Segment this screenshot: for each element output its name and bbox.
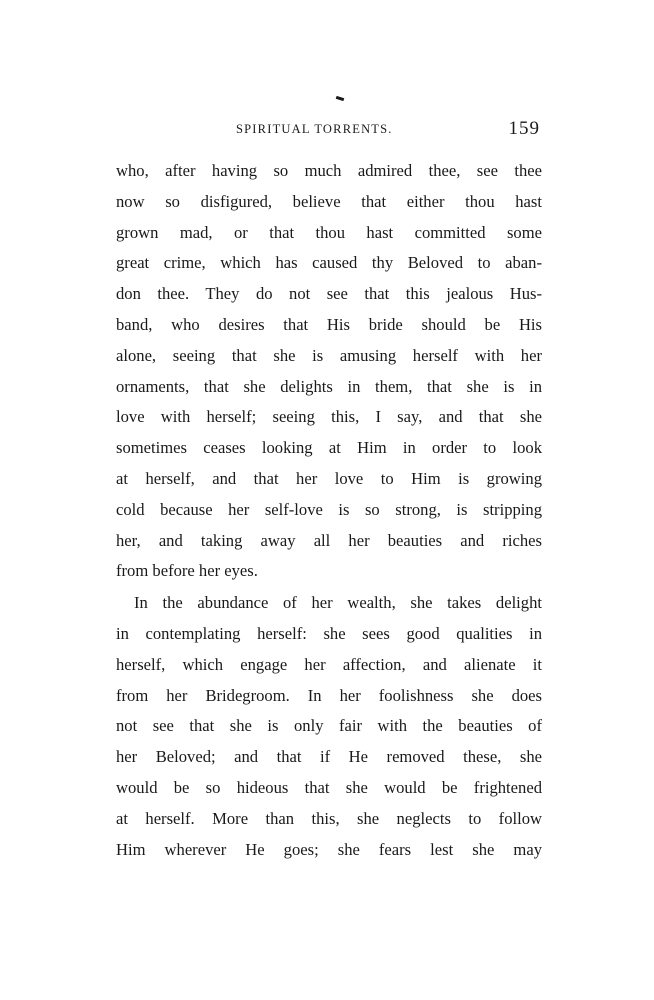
text-line: her Beloved; and that if He removed these, she xyxy=(116,747,542,767)
text-line: her, and taking away all her beauties and riches xyxy=(116,530,542,550)
paragraph-2 xyxy=(116,588,542,865)
running-title: SPIRITUAL TORRENTS. xyxy=(236,122,393,136)
text-line: who, after having so much admired thee, see thee xyxy=(116,161,542,180)
text-line: sometimes ceases looking at Him in order to look xyxy=(116,438,542,458)
text-line: alone, seeing that she is amusing herself with her xyxy=(116,345,542,365)
text-line: in contemplating herself: she sees good qualities in xyxy=(116,623,542,643)
text-line: from her Bridegroom. In her foolishness she does xyxy=(116,685,542,705)
text-line: from before her eyes. xyxy=(116,561,258,581)
text-line: don thee. They do not see that this jealous Hus- xyxy=(116,284,542,304)
text-line: grown mad, or that thou hast committed some xyxy=(116,222,542,242)
text-line: at herself. More than this, she neglects to follow xyxy=(116,808,542,828)
text-line: ornaments, that she delights in them, that she is in xyxy=(116,376,542,396)
text-line: at herself, and that her love to Him is growing xyxy=(116,468,542,488)
text-line: not see that she is only fair with the beauties of xyxy=(116,716,542,736)
text-line: would be so hideous that she would be frightened xyxy=(116,777,542,797)
text-line: love with herself; seeing this, I say, and that she xyxy=(116,407,542,427)
text-line: now so disfigured, believe that either thou hast xyxy=(116,191,542,211)
text-line: Him wherever He goes; she fears lest she may xyxy=(116,839,542,859)
text-line: band, who desires that His bride should be His xyxy=(116,314,542,334)
text-line: In the abundance of her wealth, she takes delight xyxy=(134,593,542,613)
body-text xyxy=(116,156,542,865)
text-line: great crime, which has caused thy Beloved to aban- xyxy=(116,253,542,273)
page-number: 159 xyxy=(508,118,540,139)
print-mark xyxy=(336,96,345,101)
paragraph-1 xyxy=(116,156,542,587)
text-line: herself, which engage her affection, and alienate it xyxy=(116,654,542,674)
running-head xyxy=(236,118,544,140)
text-line: cold because her self-love is so strong, is stripping xyxy=(116,499,542,519)
